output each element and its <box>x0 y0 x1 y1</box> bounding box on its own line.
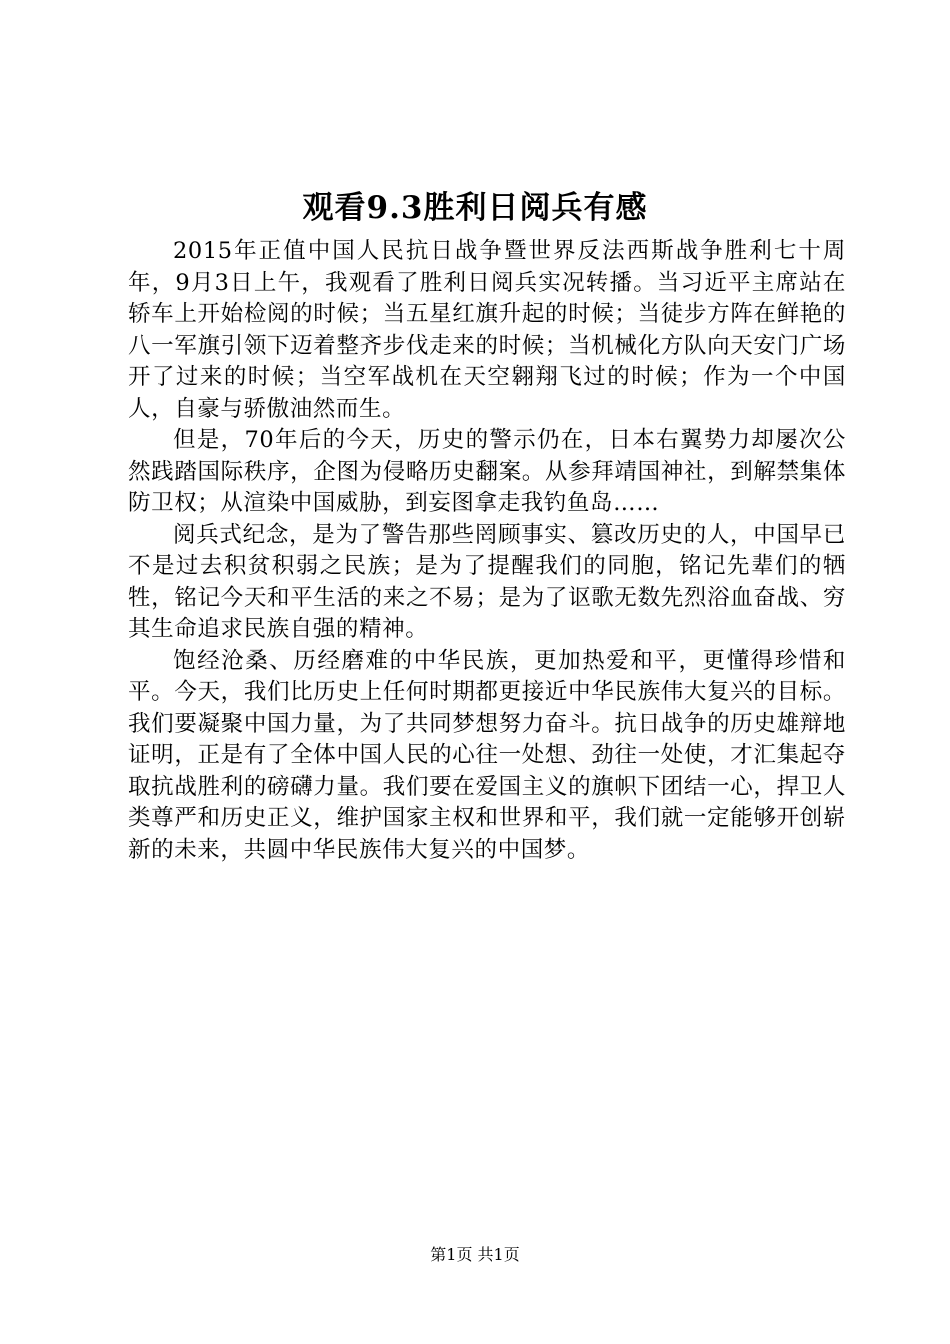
paragraph: 饱经沧桑、历经磨难的中华民族，更加热爱和平，更懂得珍惜和平。今天，我们比历史上任何时期都更接近中华民族伟大复兴的目标。我们要凝聚中国力量，为了共同梦想努力奋斗。抗日战争的历史雄辩地证明，正是有了全体中国人民的心往一处想、劲往一处使，才汇集起夺取抗战胜利的磅礴力量。我们要在爱国主义的旗帜下团结一心，捍卫人类尊严和历史正义，维护国家主权和世界和平，我们就一定能够开创崭新的未来，共圆中华民族伟大复兴的中国梦。 <box>128 647 846 863</box>
paragraph: 2015年正值中国人民抗日战争暨世界反法西斯战争胜利七十周年，9月3日上午，我观看了胜利日阅兵实况转播。当习近平主席站在轿车上开始检阅的时候；当五星红旗升起的时候；当徒步方阵在鲜艳的八一军旗引领下迈着整齐步伐走来的时候；当机械化方队向天安门广场开了过来的时候；当空军战机在天空翱翔飞过的时候；作为一个中国人，自豪与骄傲油然而生。 <box>128 238 846 422</box>
document-body <box>128 236 846 866</box>
paragraph: 但是，70年后的今天，历史的警示仍在，日本右翼势力却屡次公然践踏国际秩序，企图为侵略历史翻案。从参拜靖国神社，到解禁集体防卫权；从渲染中国威胁，到妄图拿走我钓鱼岛…… <box>128 427 846 516</box>
paragraph: 阅兵式纪念，是为了警告那些罔顾事实、篡改历史的人，中国早已不是过去积贫积弱之民族；是为了提醒我们的同胞，铭记先辈们的牺牲，铭记今天和平生活的来之不易；是为了讴歌无数先烈浴血奋战、穷其生命追求民族自强的精神。 <box>128 521 846 642</box>
document-title: 观看9.3胜利日阅兵有感 <box>302 190 648 226</box>
page-footer: 第1页 共1页 <box>430 1245 520 1264</box>
